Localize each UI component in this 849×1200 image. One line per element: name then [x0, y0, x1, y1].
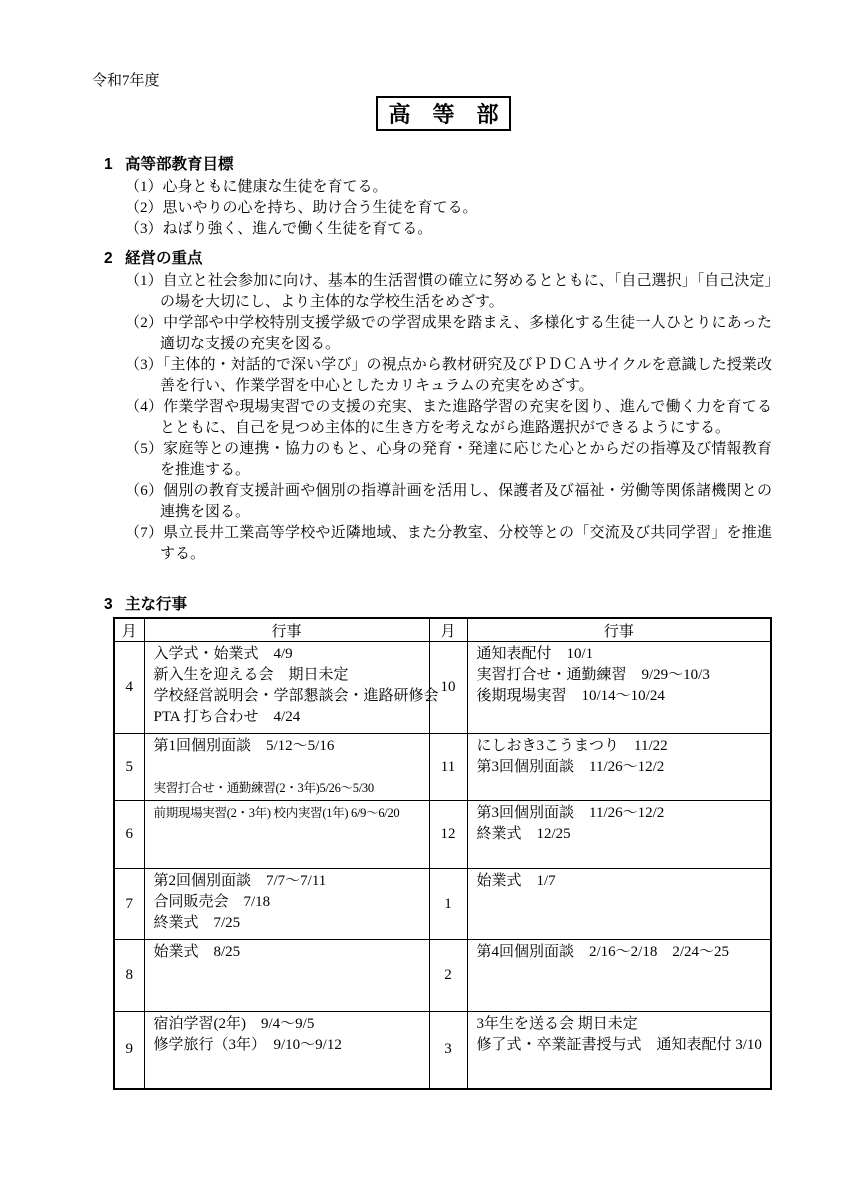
event-line: 終業式 7/25 — [153, 915, 241, 931]
events-cell — [467, 801, 771, 869]
month-cell: 5 — [114, 734, 144, 801]
division-title: 高 等 部 — [388, 102, 499, 127]
priority-item: （3）「主体的・対話的で深い学び」の視点から教材研究及びＰＤＣＡサイクルを意識した授業改善を行い、作業学習を中心としたカリキュラムの充実をめざす。 — [125, 357, 772, 394]
event-line: にしおき3こうまつり 11/22 — [476, 738, 668, 754]
table-row — [114, 869, 771, 940]
priority-item: （1）自立と社会参加に向け、基本的生活習慣の確立に努めるとともに、「自己選択」「自己決定」の場を大切にし、より主体的な学校生活をめざす。 — [125, 273, 772, 310]
goal-item: （1）心身ともに健康な生徒を育てる。 — [125, 179, 388, 195]
priority-item: （7）県立長井工業高等学校や近隣地域、また分教室、分校等との「交流及び共同学習」を推進する。 — [125, 525, 772, 562]
events-cell — [467, 940, 771, 1012]
section1-heading — [104, 154, 478, 175]
event-line: 後期現場実習 10/14～10/24 — [476, 688, 665, 704]
events-cell — [144, 869, 429, 940]
month-cell: 10 — [429, 642, 467, 734]
event-line: 第3回個別面談 11/26～12/2 — [476, 805, 665, 821]
section-education-goals — [104, 154, 478, 240]
table-header-row — [114, 618, 771, 642]
event-line: 終業式 12/25 — [476, 826, 571, 842]
event-line: 第1回個別面談 5/12～5/16 — [153, 738, 335, 754]
goal-item: （2）思いやりの心を持ち、助け合う生徒を育てる。 — [125, 200, 478, 216]
event-line: 始業式 1/7 — [476, 873, 556, 889]
month-cell: 3 — [429, 1012, 467, 1089]
event-line: 実習打合せ・通勤練習 9/29～10/3 — [476, 667, 710, 683]
events-cell — [467, 642, 771, 734]
event-line: 学校経営説明会・学部懇談会・進路研修会 — [153, 688, 439, 704]
annual-events-table — [113, 617, 772, 1090]
priority-item: （5）家庭等との連携・協力のもと、心身の発育・発達に応じた心とからだの指導及び情報教育を推進する。 — [125, 441, 772, 478]
event-line: PTA 打ち合わせ 4/24 — [153, 709, 301, 725]
section1-number: 1 — [104, 156, 113, 173]
table-row — [114, 940, 771, 1012]
month-cell: 6 — [114, 801, 144, 869]
events-cell — [144, 734, 429, 801]
month-cell: 8 — [114, 940, 144, 1012]
section-main-events — [104, 594, 187, 617]
header-events-right: 行事 — [467, 618, 771, 642]
table-row — [114, 642, 771, 734]
events-cell — [144, 642, 439, 734]
section3-heading — [104, 594, 187, 615]
event-line: 修了式・卒業証書授与式 通知表配付 3/10 — [476, 1037, 762, 1053]
events-cell — [144, 940, 429, 1012]
event-line: 3年生を送る会 期日未定 — [476, 1016, 638, 1032]
goal-item: （3）ねばり強く、進んで働く生徒を育てる。 — [125, 221, 433, 237]
event-line: 修学旅行（3年） 9/10～9/12 — [153, 1037, 342, 1053]
month-cell: 1 — [429, 869, 467, 940]
event-line: 第3回個別面談 11/26～12/2 — [476, 759, 665, 775]
division-title-box — [376, 96, 511, 131]
section-management-priorities — [104, 248, 772, 565]
month-cell: 4 — [114, 642, 144, 734]
section2-number: 2 — [104, 250, 113, 267]
table-row — [114, 801, 771, 869]
section3-number: 3 — [104, 596, 113, 613]
events-cell — [467, 1012, 771, 1089]
events-cell — [467, 869, 771, 940]
section1-title: 高等部教育目標 — [125, 156, 234, 173]
event-line: 始業式 8/25 — [153, 944, 241, 960]
event-line: 第2回個別面談 7/7～7/11 — [153, 873, 327, 889]
header-month-right: 月 — [429, 618, 467, 642]
fiscal-year-label: 令和7年度 — [92, 73, 160, 89]
events-cell — [467, 734, 771, 801]
event-line: 宿泊学習(2年) 9/4～9/5 — [153, 1016, 315, 1032]
section2-title: 経営の重点 — [125, 250, 203, 267]
event-line — [154, 757, 425, 778]
event-line: 第4回個別面談 2/16～2/18 2/24～25 — [476, 944, 730, 960]
section2-heading — [104, 248, 772, 269]
table-row — [114, 734, 771, 801]
event-line: 入学式・始業式 4/9 — [153, 646, 293, 662]
events-cell — [144, 801, 429, 869]
month-cell: 11 — [429, 734, 467, 801]
section3-title: 主な行事 — [125, 596, 188, 613]
event-line: 合同販売会 7/18 — [153, 894, 271, 910]
header-month-left: 月 — [114, 618, 144, 642]
month-cell: 12 — [429, 801, 467, 869]
event-line: 前期現場実習(2・3年) 校内実習(1年) 6/9～6/20 — [153, 806, 400, 820]
priority-item: （2）中学部や中学校特別支援学級での学習成果を踏まえ、多様化する生徒一人ひとりにあった適切な支援の充実を図る。 — [125, 315, 772, 352]
event-line: 通知表配付 10/1 — [476, 646, 594, 662]
events-cell — [144, 1012, 429, 1089]
priority-item: （4）作業学習や現場実習での支援の充実、また進路学習の充実を図り、進んで働く力を育てるとともに、自己を見つめ主体的に生き方を考えながら進路選択ができるようにする。 — [125, 399, 772, 436]
header-events-left: 行事 — [144, 618, 429, 642]
priority-item: （6）個別の教育支援計画や個別の指導計画を活用し、保護者及び福祉・労働等関係諸機関との連携を図る。 — [125, 483, 772, 520]
event-line: 新入生を迎える会 期日未定 — [153, 667, 349, 683]
month-cell: 9 — [114, 1012, 144, 1089]
month-cell: 2 — [429, 940, 467, 1012]
month-cell: 7 — [114, 869, 144, 940]
table-row — [114, 1012, 771, 1089]
event-line: 実習打合せ・通勤練習(2・3年)5/26～5/30 — [153, 781, 374, 795]
